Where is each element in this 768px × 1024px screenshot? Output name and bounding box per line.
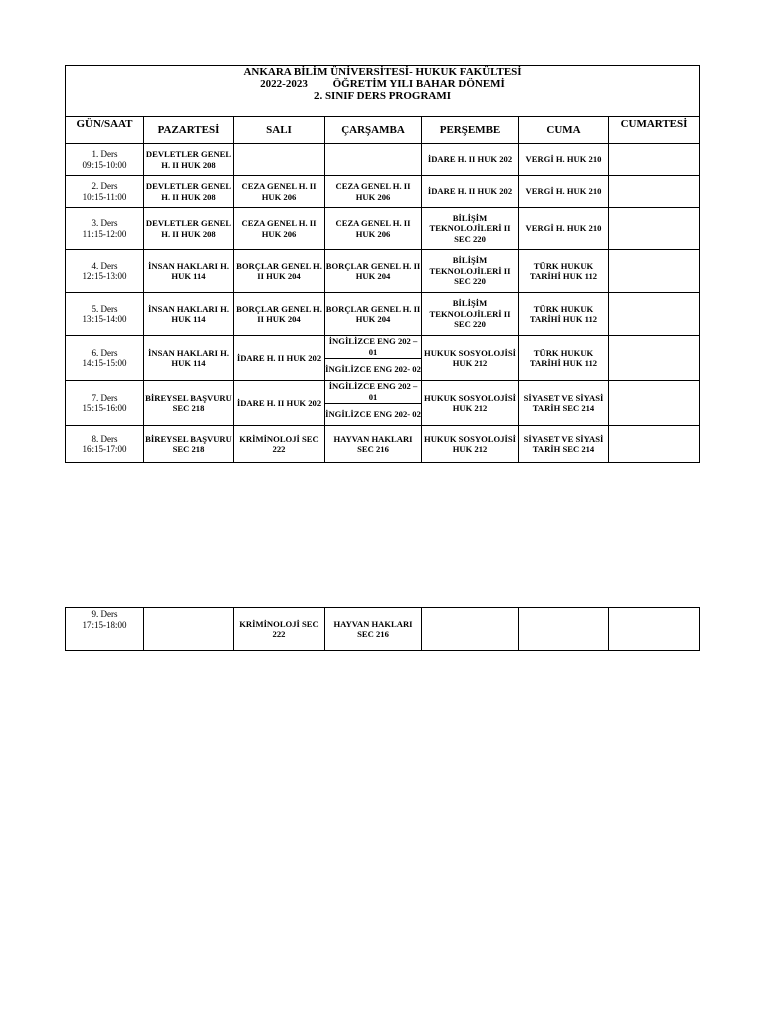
table-row xyxy=(66,176,700,208)
course-cell xyxy=(325,144,422,176)
course-cell xyxy=(422,608,519,651)
course-cell: VERGİ H. HUK 210 xyxy=(519,144,609,176)
course-cell xyxy=(609,381,700,426)
course-cell xyxy=(234,144,325,176)
course-cell: VERGİ H. HUK 210 xyxy=(519,208,609,250)
schedule-table xyxy=(65,65,700,463)
course-cell: CEZA GENEL H. II HUK 206 xyxy=(234,176,325,208)
col-header-thursday: PERŞEMBE xyxy=(422,117,519,144)
course-cell: TÜRK HUKUK TARİHİ HUK 112 xyxy=(519,336,609,381)
course-cell: CEZA GENEL H. II HUK 206 xyxy=(325,208,422,250)
course-cell: HAYVAN HAKLARI SEC 216 xyxy=(325,426,422,463)
course-cell xyxy=(519,608,609,651)
table-row xyxy=(66,336,700,381)
course-cell: İNGİLİZCE ENG 202- 02 xyxy=(325,403,421,426)
course-cell-split xyxy=(325,381,422,426)
time-slot: 4. Ders 12:15-13:00 xyxy=(66,250,144,293)
course-cell: BİLİŞİM TEKNOLOJİLERİ II SEC 220 xyxy=(422,293,519,336)
time-slot: 9. Ders 17:15-18:00 xyxy=(66,608,144,651)
course-cell: SİYASET VE SİYASİ TARİH SEC 214 xyxy=(519,381,609,426)
table-row xyxy=(66,293,700,336)
course-cell-split xyxy=(325,336,422,381)
course-cell: DEVLETLER GENEL H. II HUK 208 xyxy=(144,208,234,250)
table-row xyxy=(66,144,700,176)
course-cell: HAYVAN HAKLARI SEC 216 xyxy=(325,608,422,651)
col-header-wednesday: ÇARŞAMBA xyxy=(325,117,422,144)
schedule-table-continued xyxy=(65,607,700,651)
course-cell xyxy=(609,293,700,336)
col-header-tuesday: SALI xyxy=(234,117,325,144)
schedule-title xyxy=(66,66,700,117)
col-header-time: GÜN/SAAT xyxy=(66,117,144,144)
course-cell: CEZA GENEL H. II HUK 206 xyxy=(234,208,325,250)
course-cell xyxy=(609,144,700,176)
course-cell xyxy=(609,426,700,463)
table-row xyxy=(66,608,700,651)
course-cell xyxy=(609,608,700,651)
course-cell xyxy=(609,250,700,293)
col-header-monday: PAZARTESİ xyxy=(144,117,234,144)
course-cell: İDARE H. II HUK 202 xyxy=(422,176,519,208)
course-cell: BİLİŞİM TEKNOLOJİLERİ II SEC 220 xyxy=(422,208,519,250)
term-label: ÖĞRETİM YILI BAHAR DÖNEMİ xyxy=(332,78,505,90)
course-cell: BORÇLAR GENEL H. II HUK 204 xyxy=(325,293,422,336)
course-cell: HUKUK SOSYOLOJİSİ HUK 212 xyxy=(422,426,519,463)
course-cell: BORÇLAR GENEL H. II HUK 204 xyxy=(325,250,422,293)
academic-year-line xyxy=(66,78,699,90)
course-cell: BORÇLAR GENEL H. II HUK 204 xyxy=(234,250,325,293)
academic-year: 2022-2023 xyxy=(260,78,308,90)
table-row xyxy=(66,250,700,293)
course-cell: DEVLETLER GENEL H. II HUK 208 xyxy=(144,176,234,208)
table-row xyxy=(66,208,700,250)
course-cell: İDARE H. II HUK 202 xyxy=(234,381,325,426)
course-cell: KRİMİNOLOJİ SEC 222 xyxy=(234,608,325,651)
course-cell: İDARE H. II HUK 202 xyxy=(422,144,519,176)
time-slot: 7. Ders 15:15-16:00 xyxy=(66,381,144,426)
course-cell: HUKUK SOSYOLOJİSİ HUK 212 xyxy=(422,336,519,381)
course-cell: HUKUK SOSYOLOJİSİ HUK 212 xyxy=(422,381,519,426)
university-title: ANKARA BİLİM ÜNİVERSİTESİ- HUKUK FAKÜLTESİ xyxy=(243,66,522,78)
course-cell: SİYASET VE SİYASİ TARİH SEC 214 xyxy=(519,426,609,463)
time-slot: 5. Ders 13:15-14:00 xyxy=(66,293,144,336)
course-cell: BORÇLAR GENEL H. II HUK 204 xyxy=(234,293,325,336)
course-cell: TÜRK HUKUK TARİHİ HUK 112 xyxy=(519,250,609,293)
course-cell: KRİMİNOLOJİ SEC 222 xyxy=(234,426,325,463)
time-slot: 2. Ders 10:15-11:00 xyxy=(66,176,144,208)
course-cell: BİLİŞİM TEKNOLOJİLERİ II SEC 220 xyxy=(422,250,519,293)
time-slot: 8. Ders 16:15-17:00 xyxy=(66,426,144,463)
course-cell xyxy=(609,176,700,208)
table-row xyxy=(66,381,700,426)
course-cell: İNGİLİZCE ENG 202- 02 xyxy=(325,358,421,381)
course-cell: VERGİ H. HUK 210 xyxy=(519,176,609,208)
course-cell: CEZA GENEL H. II HUK 206 xyxy=(325,176,422,208)
course-cell xyxy=(144,608,234,651)
course-cell: TÜRK HUKUK TARİHİ HUK 112 xyxy=(519,293,609,336)
time-slot: 6. Ders 14:15-15:00 xyxy=(66,336,144,381)
course-cell: DEVLETLER GENEL H. II HUK 208 xyxy=(144,144,234,176)
col-header-saturday: CUMARTESİ xyxy=(609,117,700,144)
program-title: 2. SINIF DERS PROGRAMI xyxy=(313,90,452,102)
course-cell: İNSAN HAKLARI H. HUK 114 xyxy=(144,336,234,381)
col-header-friday: CUMA xyxy=(519,117,609,144)
course-cell: İNGİLİZCE ENG 202 – 01 xyxy=(328,336,418,357)
course-cell xyxy=(609,336,700,381)
course-cell: İNSAN HAKLARI H. HUK 114 xyxy=(144,293,234,336)
course-cell: BİREYSEL BAŞVURU SEC 218 xyxy=(144,426,234,463)
course-cell: İDARE H. II HUK 202 xyxy=(234,336,325,381)
table-row xyxy=(66,426,700,463)
time-slot: 3. Ders 11:15-12:00 xyxy=(66,208,144,250)
course-cell xyxy=(609,208,700,250)
course-cell: İNGİLİZCE ENG 202 – 01 xyxy=(328,381,418,402)
course-cell: BİREYSEL BAŞVURU SEC 218 xyxy=(144,381,234,426)
time-slot: 1. Ders 09:15-10:00 xyxy=(66,144,144,176)
course-cell: İNSAN HAKLARI H. HUK 114 xyxy=(144,250,234,293)
header-row xyxy=(66,117,700,144)
